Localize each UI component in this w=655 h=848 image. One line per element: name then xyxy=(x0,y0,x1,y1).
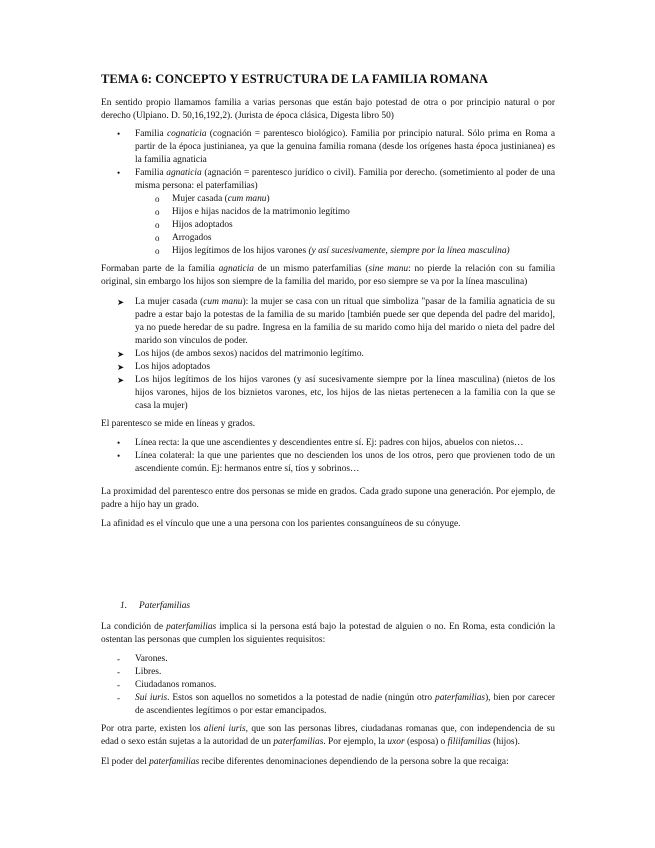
list-item-adoptados: ➤ Los hijos adoptados xyxy=(117,362,210,372)
agnaticia-members-list xyxy=(101,296,555,413)
condicion-paragraph: La condición de paterfamilias implica si la persona está bajo la potestad de alguien o no. En Roma, esta condición la ostentan las personas que cumplen los siguientes requisitos: xyxy=(101,622,555,645)
term-cognaticia: cognaticia xyxy=(166,129,207,139)
parentesco-intro: El parentesco se mide en líneas y grados. xyxy=(101,419,256,429)
familia-types-list xyxy=(101,128,555,258)
dash-marker: - xyxy=(117,654,120,664)
arrow-bullet-icon: ➤ xyxy=(117,362,125,372)
list-item-requisito: - Varones. xyxy=(117,654,168,664)
section-title: Paterfamilias xyxy=(139,601,191,611)
section-number: 1. xyxy=(120,601,128,611)
afinidad-paragraph: La afinidad es el vínculo que une a una persona con los parientes consanguíneos de su cónyuge. xyxy=(101,519,461,529)
list-item-member: o Arrogados xyxy=(155,233,212,243)
circle-marker: o xyxy=(155,220,160,230)
list-item-linea-recta: • Línea recta: la que une ascendientes y descendientes entre sí. Ej: padres con hijos, abuelos con nietos… xyxy=(117,438,524,448)
list-item-requisito: - Ciudadanos romanos. xyxy=(117,680,217,690)
intro-paragraph: En sentido propio llamamos familia a varias personas que están bajo potestad de otra o por principio natural o por derecho (Ulpiano. D. 50,16,192,2). (Jurista de época clásica, Digesta libro 50) xyxy=(101,98,555,121)
alieni-iuris-paragraph: Por otra parte, existen los alieni iuris, que son las personas libres, ciudadanas romanas que, con independencia de su edad o sexo están sujetas a la autoridad de un paterfamilias. Por ejemplo, la uxor (esposa) o filiifamilias (hijos). xyxy=(101,724,555,747)
list-item-member: o Mujer casada (cum manu) xyxy=(155,194,270,204)
list-item-mujer-casada: ➤ La mujer casada (cum manu): la mujer se casa con un ritual que simboliza "pasar de la familia agnaticia de su padre a estar bajo la potestas de la familia de su marido [también puede ser que dependa del padre del marido], ya no puede heredar de su padre. Ingresa en la familia de su marido como hija del marido o nieta del padre del marido son vínculos de poder. xyxy=(117,297,555,346)
bullet-marker: • xyxy=(117,168,121,178)
formaban-paragraph: Formaban parte de la familia agnaticia de un mismo paterfamilias (sine manu: no pierde la relación con su familia original, sin embargo los hijos son siempre de la familia del marido, por eso siempre se va por la línea masculina) xyxy=(101,264,555,287)
arrow-bullet-icon: ➤ xyxy=(117,349,125,359)
list-item-linea-colateral: • Línea colateral: la que une parientes que no descienden los unos de los otros, pero que provienen todo de un ascendiente común. Ej: hermanos entre sí, tíos y sobrinos… xyxy=(117,451,555,474)
list-item-requisito: - Libres. xyxy=(117,667,162,677)
list-item-hijos: ➤ Los hijos (de ambos sexos) nacidos del matrimonio legítimo. xyxy=(117,349,364,359)
bullet-marker: • xyxy=(117,438,121,448)
lineas-list xyxy=(101,437,555,476)
list-item-cognaticia: • Familia cognaticia (cognación = parentesco biológico). Familia por principio natural. Sólo prima en Roma a partir de la época justinianea, ya que la genuina familia romana (desde los orígenes hasta época justinianea) es la familia agnaticia xyxy=(117,129,555,165)
poder-paragraph: El poder del paterfamilias recibe diferentes denominaciones dependiendo de la persona sobre la que recaiga: xyxy=(101,757,509,767)
page-title: TEMA 6: CONCEPTO Y ESTRUCTURA DE LA FAMILIA ROMANA xyxy=(101,72,488,86)
list-item-agnaticia: • Familia agnaticia (agnación = parentesco jurídico o civil). Familia por derecho. (sometimiento al poder de una misma persona: el paterfamilias) xyxy=(117,168,555,191)
list-item-member: o Hijos adoptados xyxy=(155,220,233,230)
requisitos-list xyxy=(101,653,555,718)
bullet-marker: • xyxy=(117,129,121,139)
list-item-legitimos: ➤ Los hijos legítimos de los hijos varones (y así sucesivamente siempre por la línea masculina) (nietos de los hijos varones, hijos de los biznietos varones, etc, los hijos de las nietas pertenecen a la familia con la que se casa la mujer) xyxy=(117,375,555,411)
circle-marker: o xyxy=(155,194,160,204)
circle-marker: o xyxy=(155,207,160,217)
term-agnaticia: agnaticia xyxy=(166,168,202,178)
list-item-requisito: - Sui iuris. Estos son aquellos no sometidos a la potestad de nadie (ningún otro paterfamilias), bien por carecer de ascendientes legítimos o por estar emancipados. xyxy=(117,693,555,716)
dash-marker: - xyxy=(117,680,120,690)
proximidad-paragraph: La proximidad del parentesco entre dos personas se mide en grados. Cada grado supone una generación. Por ejemplo, de padre a hijo hay un grado. xyxy=(101,487,555,510)
list-item-member: o Hijos e hijas nacidos de la matrimonio legítimo xyxy=(155,207,350,217)
dash-marker: - xyxy=(117,667,120,677)
arrow-bullet-icon: ➤ xyxy=(117,297,125,307)
list-item-member: o Hijos legítimos de los hijos varones (y así sucesivamente, siempre por la línea masculina) xyxy=(155,246,510,256)
dash-marker: - xyxy=(117,693,120,703)
circle-marker: o xyxy=(155,233,160,243)
section-heading-paterfamilias xyxy=(120,601,190,611)
bullet-marker: • xyxy=(117,451,121,461)
circle-marker: o xyxy=(155,246,160,256)
arrow-bullet-icon: ➤ xyxy=(117,375,125,385)
